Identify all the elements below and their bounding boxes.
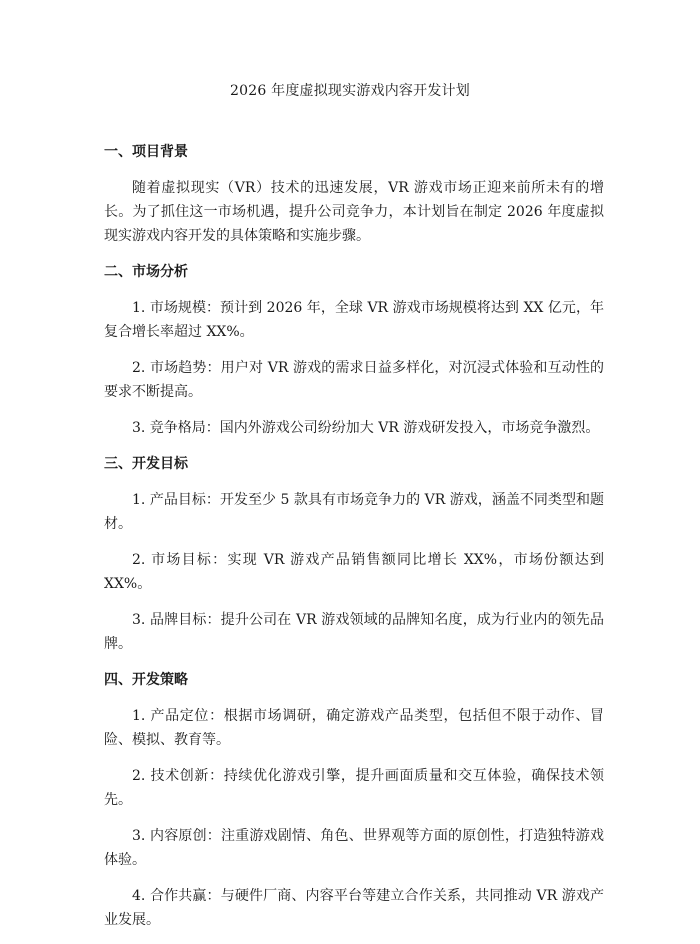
paragraph: 1. 产品目标：开发至少 5 款具有市场竞争力的 VR 游戏，涵盖不同类型和题材。 bbox=[104, 492, 604, 532]
paragraph: 3. 品牌目标：提升公司在 VR 游戏领域的品牌知名度，成为行业内的领先品牌。 bbox=[104, 612, 604, 652]
paragraph: 1. 市场规模：预计到 2026 年，全球 VR 游戏市场规模将达到 XX 亿元，年复合增长率超过 XX%。 bbox=[104, 300, 604, 340]
paragraph: 1. 产品定位：根据市场调研，确定游戏产品类型，包括但不限于动作、冒险、模拟、教育等。 bbox=[104, 708, 604, 748]
section-heading: 三、开发目标 bbox=[104, 456, 188, 472]
paragraph: 4. 合作共赢：与硬件厂商、内容平台等建立合作关系，共同推动 VR 游戏产业发展。 bbox=[104, 888, 604, 928]
section-development-goals bbox=[104, 452, 604, 656]
section-heading: 四、开发策略 bbox=[104, 672, 188, 688]
paragraph: 2. 技术创新：持续优化游戏引擎，提升画面质量和交互体验，确保技术领先。 bbox=[104, 768, 604, 808]
document-body bbox=[104, 140, 604, 944]
section-project-background bbox=[104, 140, 604, 248]
section-heading: 二、市场分析 bbox=[104, 264, 188, 280]
paragraph: 2. 市场趋势：用户对 VR 游戏的需求日益多样化，对沉浸式体验和互动性的要求不断提高。 bbox=[104, 360, 604, 400]
paragraph: 2. 市场目标：实现 VR 游戏产品销售额同比增长 XX%，市场份额达到 XX%。 bbox=[104, 552, 604, 592]
document-title: 2026 年度虚拟现实游戏内容开发计划 bbox=[230, 83, 470, 99]
section-market-analysis bbox=[104, 260, 604, 440]
section-heading: 一、项目背景 bbox=[104, 144, 188, 160]
section-development-strategy bbox=[104, 668, 604, 932]
paragraph: 随着虚拟现实（VR）技术的迅速发展，VR 游戏市场正迎来前所未有的增长。为了抓住这一市场机遇，提升公司竞争力，本计划旨在制定 2026 年度虚拟现实游戏内容开发的具体策略和实施步骤。 bbox=[104, 180, 604, 244]
paragraph: 3. 竞争格局：国内外游戏公司纷纷加大 VR 游戏研发投入，市场竞争激烈。 bbox=[132, 420, 600, 436]
paragraph: 3. 内容原创：注重游戏剧情、角色、世界观等方面的原创性，打造独特游戏体验。 bbox=[104, 828, 604, 868]
